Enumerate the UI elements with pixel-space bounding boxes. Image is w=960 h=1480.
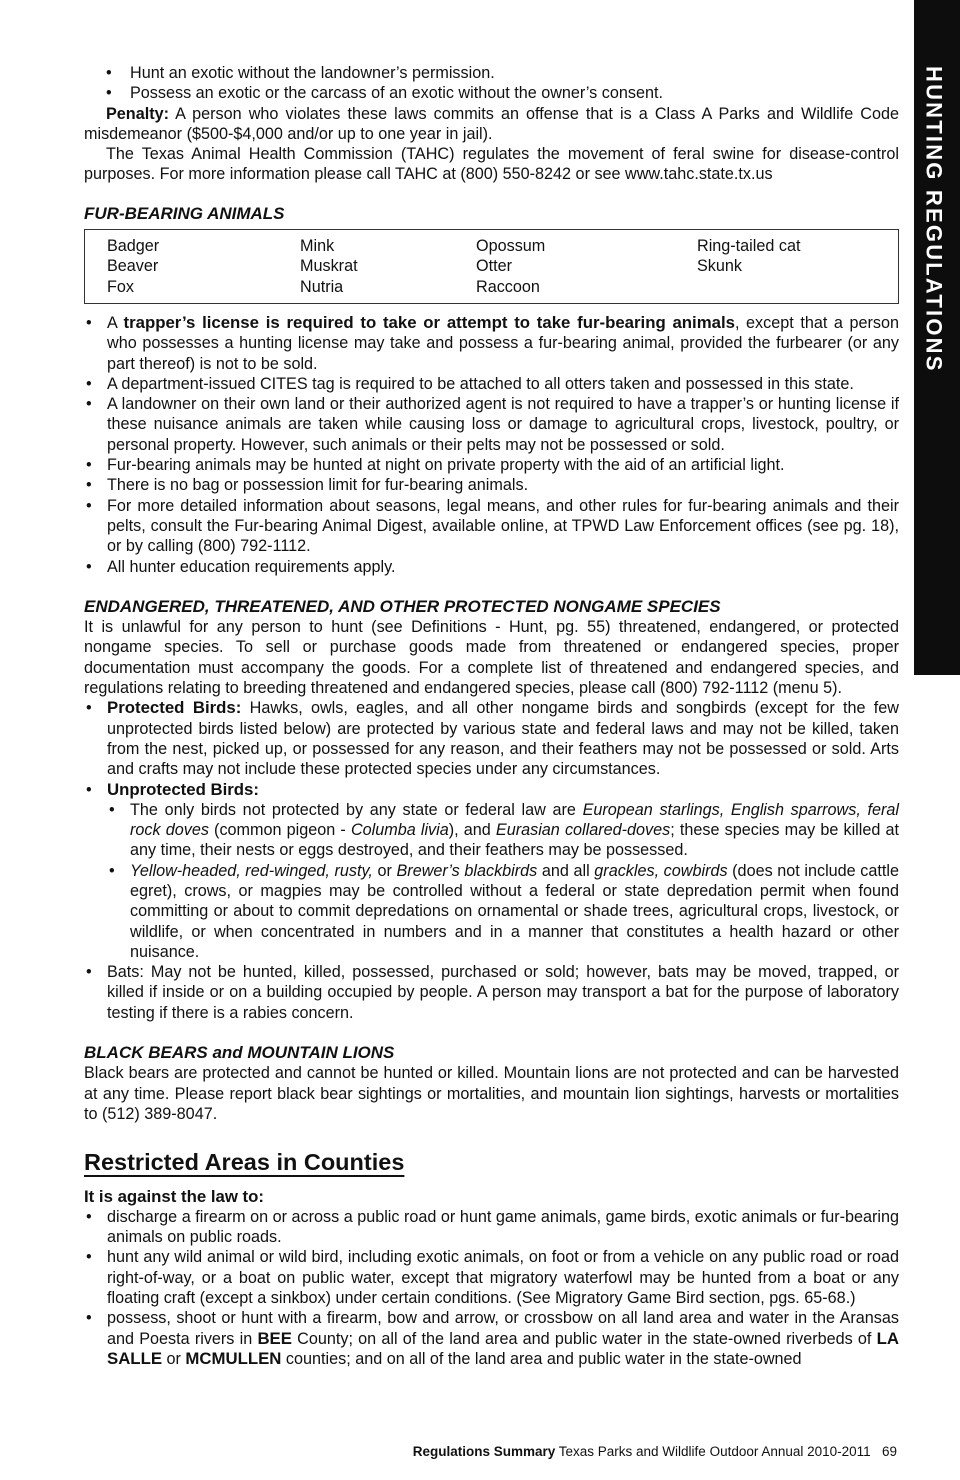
penalty-text: A person who violates these laws commits an offense that is a Class A Parks and Wildlife Code misdemeanor ($500-$4,000 and/or up to one year in jail). — [84, 104, 899, 143]
side-tab-label: HUNTING REGULATIONS — [921, 66, 947, 373]
unprotected-birds-label: Unprotected Birds: — [107, 779, 259, 799]
fur-animal: Skunk — [697, 257, 742, 276]
list-item: • Hunt an exotic without the landowner’s permission. — [84, 63, 899, 83]
page-content — [84, 63, 899, 1369]
list-item: • Yellow-headed, red-winged, rusty, or Brewer’s blackbirds and all grackles, cowbirds (does not include cattle egret), crows, or magpies may be controlled without a federal or state depredation permit when found committing or about to commit depredations on ornamental or shade trees, agricultural crops, livestock, or wildlife, or when concentrated in numbers and in a manner that constitutes a health hazard or other nuisance. — [107, 861, 899, 962]
bears-text: Black bears are protected and cannot be hunted or killed. Mountain lions are not protected and can be harvested at any time. Please report black bear sightings or mortalities, and mountain lion sightings, harvests or mortalities to (512) 389-8047. — [84, 1064, 899, 1123]
restricted-subheading: It is against the law to: — [84, 1186, 264, 1206]
bears-heading: BLACK BEARS and MOUNTAIN LIONS — [84, 1043, 395, 1063]
list-item: • discharge a firearm on or across a public road or hunt game animals, game birds, exotic animals or fur-bearing animals on public roads. — [84, 1207, 899, 1248]
page-footer — [413, 1442, 897, 1462]
fur-animal: Opossum — [476, 237, 546, 256]
fur-heading: FUR-BEARING ANIMALS — [84, 203, 285, 223]
fur-animal: Fox — [107, 277, 134, 296]
list-item: • A landowner on their own land or their authorized agent is not required to have a trapper’s or hunting license if these nuisance animals are taken while causing loss or damage to agricultural crops, livestock, poultry, or personal property. However, such animals or their pelts may not be possessed or sold. — [84, 394, 899, 455]
footer-publication: Texas Parks and Wildlife Outdoor Annual 2010-2011 — [555, 1444, 871, 1459]
penalty-label: Penalty: — [106, 104, 169, 123]
list-item: • A trapper’s license is required to take or attempt to take fur-bearing animals, except that a person who possesses a hunting license may take and possess a fur-bearing animal, provided the furbearer (or any part thereof) is not to be sold. — [84, 313, 899, 374]
list-item: • For more detailed information about seasons, legal means, and other rules for fur-bearing animals and their pelts, consult the Fur-bearing Animal Digest, available online, at TPWD Law Enforcement offices (see pg. 18), or by calling (800) 792-1112. — [84, 496, 899, 557]
list-item: • Protected Birds: Hawks, owls, eagles, and all other nongame birds and songbirds (except for the few unprotected birds listed below) are protected by various state and federal laws and may not be killed, taken from the nest, picked up, or possessed for any reason, and their feathers may not be possessed or sold. Arts and crafts may not include these protected species under any circumstances. — [84, 698, 899, 779]
fur-animals-grid — [107, 236, 898, 297]
endangered-intro: It is unlawful for any person to hunt (see Definitions - Hunt, pg. 55) threatened, endangered, or protected nongame species. To sell or purchase goods made from threatened or endangered species, proper documentation must accompany the goods. For a complete list of threatened and endangered species, and regulations relating to breeding threatened and endangered species, please call (800) 792-1112 (menu 5). — [84, 618, 899, 698]
fur-animal: Otter — [476, 257, 512, 276]
list-item: • All hunter education requirements apply. — [84, 557, 899, 577]
list-item: • A department-issued CITES tag is required to be attached to all otters taken and possessed in this state. — [84, 374, 899, 394]
list-item: • Fur-bearing animals may be hunted at night on private property with the aid of an artificial light. — [84, 455, 899, 475]
list-item: • The only birds not protected by any state or federal law are European starlings, English sparrows, feral rock doves (common pigeon - Columba livia), and Eurasian collared-doves; these species may be killed at any time, their nests or eggs destroyed, and their feathers may be possessed. — [107, 800, 899, 861]
list-item: • hunt any wild animal or wild bird, including exotic animals, on foot or from a vehicle on any public road or road right-of-way, or a boat on public water, except that migratory waterfowl may be hunted from a boat or any floating craft (except a sinkbox) under certain conditions. (See Migratory Game Bird section, pgs. 65-68.) — [84, 1247, 899, 1308]
fur-animal: Muskrat — [300, 257, 358, 276]
fur-animals-box — [84, 229, 899, 304]
list-item: • possess, shoot or hunt with a firearm, bow and arrow, or crossbow on all land area and water in the Aransas and Poesta rivers in BEE County; on all of the land area and public water in the state-owned riverbeds of LA SALLE or MCMULLEN counties; and on all of the land area and public water in the state-owned — [84, 1308, 899, 1369]
fur-animal — [697, 277, 887, 297]
restricted-list — [84, 1207, 899, 1369]
list-item: • There is no bag or possession limit for fur-bearing animals. — [84, 475, 899, 495]
fur-animal: Beaver — [107, 257, 159, 276]
penalty-paragraph — [84, 104, 899, 145]
endangered-list — [84, 698, 899, 1023]
fur-rules-list — [84, 313, 899, 577]
list-item: • Bats: May not be hunted, killed, possessed, purchased or sold; however, bats may be moved, trapped, or killed if inside or on a building occupied by people. A person may transport a bat for the purpose of laboratory testing if there is a rabies concern. — [84, 962, 899, 1023]
side-tab — [914, 0, 960, 675]
fur-animal: Badger — [107, 237, 160, 256]
unprotected-birds-list — [107, 800, 899, 962]
footer-section-title: Regulations Summary — [412, 1444, 556, 1459]
fur-animal: Nutria — [300, 277, 344, 296]
tahc-paragraph: The Texas Animal Health Commission (TAHC) regulates the movement of feral swine for disease-control purposes. For more information please call TAHC at (800) 550-8242 or see www.tahc.state.tx.us — [84, 145, 899, 184]
fur-animal: Raccoon — [476, 277, 540, 296]
endangered-heading: ENDANGERED, THREATENED, AND OTHER PROTECTED NONGAME SPECIES — [84, 596, 721, 616]
exotics-list — [84, 63, 899, 104]
list-item: • Possess an exotic or the carcass of an exotic without the owner’s consent. — [84, 83, 899, 103]
fur-animal: Mink — [300, 237, 335, 256]
fur-animal: Ring-tailed cat — [697, 237, 801, 256]
restricted-heading: Restricted Areas in Counties — [84, 1149, 405, 1176]
protected-birds-label: Protected Birds: — [107, 698, 242, 718]
list-item — [84, 780, 899, 963]
trapper-license-emphasis: trapper’s license is required to take or attempt to take fur-bearing animals — [123, 312, 735, 332]
page-number: 69 — [881, 1444, 897, 1459]
